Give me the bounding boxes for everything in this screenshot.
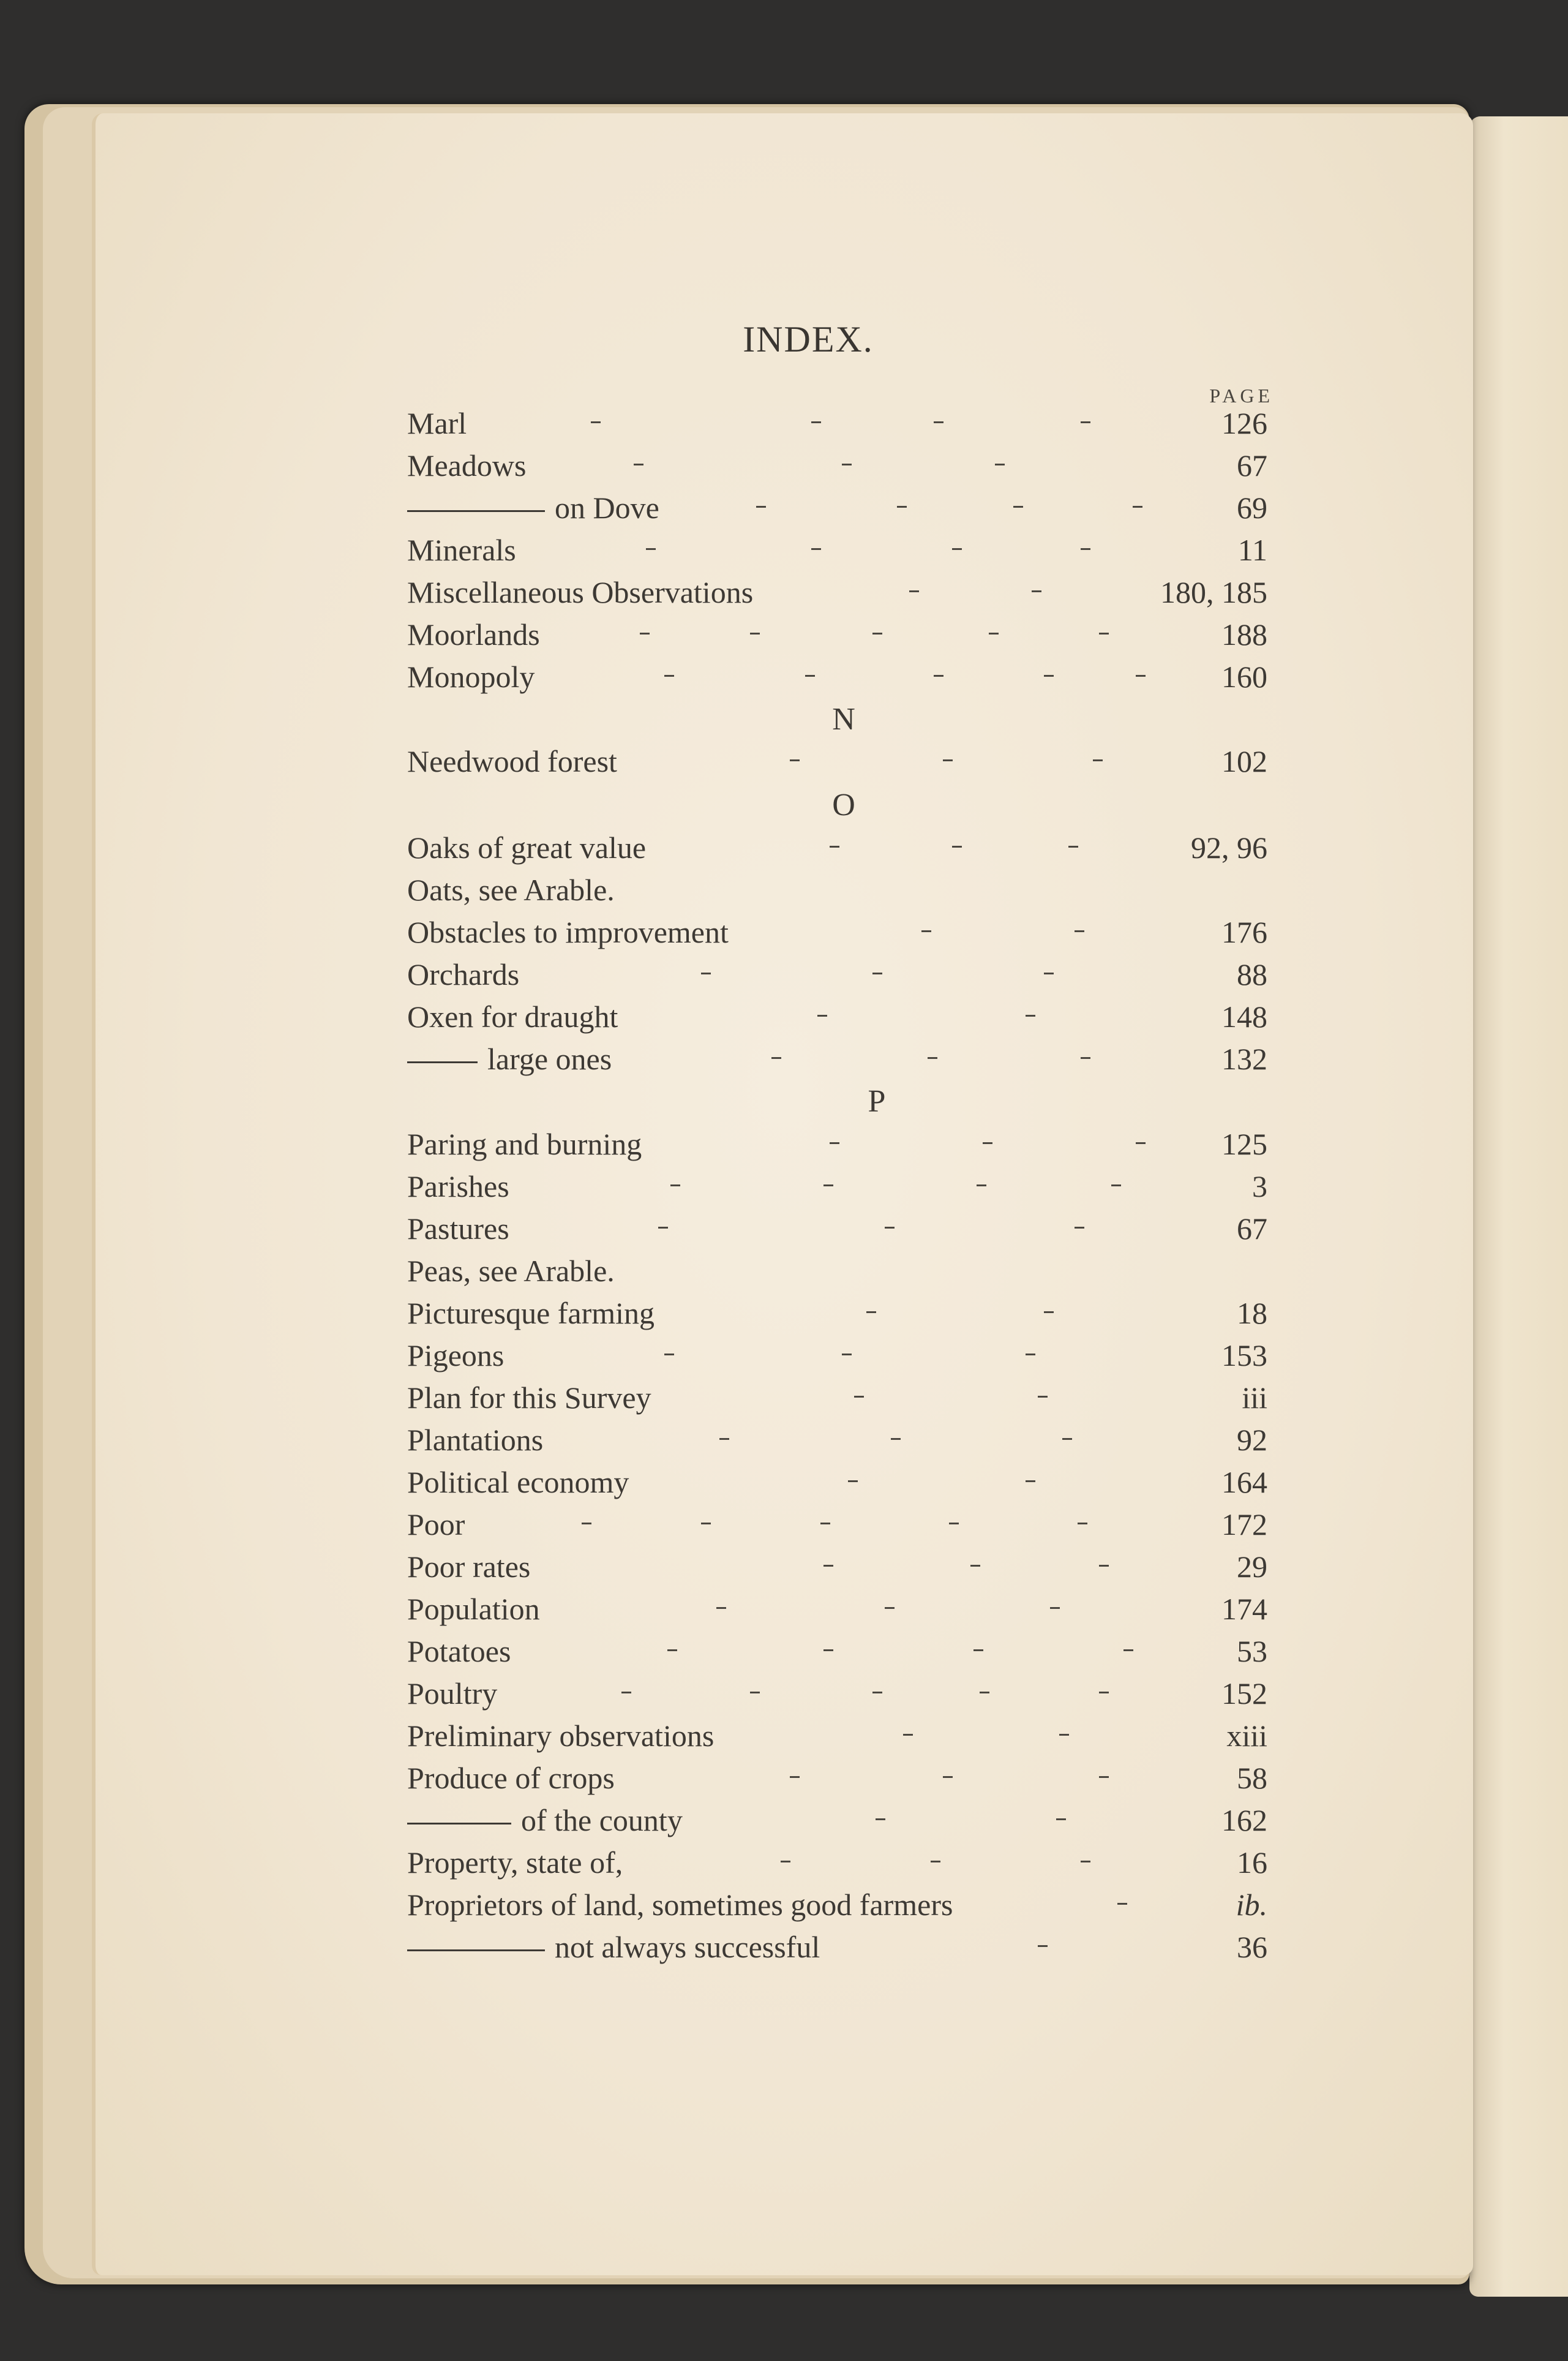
entry-name: Meadows [407,448,527,483]
entry-name: Picturesque farming [407,1296,655,1330]
leader-dash [701,973,711,974]
entry-name: of the county [521,1803,683,1837]
leader-dash [1136,675,1146,677]
entry-page: 164 [1221,1465,1267,1499]
leader-dash [1093,759,1103,761]
entry-page: 11 [1237,533,1267,567]
entry-page: xiii [1226,1719,1267,1753]
index-entry [407,1039,1267,1079]
section-letter: O [832,788,855,823]
leader-dash [1078,1523,1087,1524]
entry-page: 160 [1221,660,1267,694]
section-letter: P [868,1084,886,1119]
leader-dash [949,1523,959,1524]
entry-page: 3 [1252,1169,1267,1203]
index-entry [407,445,1267,486]
leader-dash [1062,1438,1072,1440]
leader-dash [1068,846,1078,848]
leader-dash [1044,973,1054,974]
leader-dash [943,1776,953,1778]
leader-dash [921,930,931,932]
leader-dash [582,1523,591,1524]
leader-dash [771,1057,781,1059]
entry-name: Paring and burning [407,1127,642,1161]
leader-dash [634,464,643,465]
entry-page: 153 [1221,1338,1267,1373]
entry-page: 67 [1237,1211,1267,1246]
leader-dash [1099,633,1109,634]
entry-page: 162 [1221,1803,1267,1837]
index-entry [407,530,1267,570]
entry-name: Miscellaneous Observations [407,575,754,609]
entry-name: Pastures [407,1211,509,1246]
leader-dash [872,1692,882,1693]
entry-page: 29 [1237,1550,1267,1584]
index-entry [407,1715,1267,1756]
leader-dash [591,421,601,423]
entry-page: 132 [1221,1042,1267,1076]
index-entry [407,1251,1267,1291]
index-entry [407,1462,1267,1502]
index-entry [407,614,1267,655]
leader-dash [817,1015,827,1017]
index-entry [407,1293,1267,1333]
entry-name: Produce of crops [407,1761,615,1795]
entry-page: 180, 185 [1160,575,1267,609]
index-entry [407,827,1267,868]
entry-name: Oaks of great value [407,830,647,865]
index-entry [407,1800,1267,1840]
page-column-label: PAGE [1209,385,1274,407]
leader-dash [934,675,943,677]
leader-dash [790,1776,800,1778]
leader-dash [658,1227,668,1229]
leader-dash [830,846,839,848]
leader-dash [640,633,650,634]
leader-dash [830,1142,839,1144]
entry-page: 67 [1237,448,1267,483]
index-entry [407,996,1267,1037]
leader-dash [1123,1649,1133,1651]
leader-dash [823,1649,833,1651]
index-entry [407,954,1267,995]
leader-dash [989,633,999,634]
index-entry [407,403,1267,443]
entry-page: iii [1242,1380,1267,1415]
entry-name: large ones [487,1042,612,1076]
entry-name: Poor [407,1507,465,1542]
leader-dash [1050,1607,1060,1609]
leader-dash [1038,1945,1048,1947]
leader-dash [1026,1015,1035,1017]
index-entry [407,1885,1267,1925]
leader-dash [842,1354,852,1355]
index-entry [407,912,1267,952]
entry-name: Needwood forest [407,744,617,778]
leader-dash [790,759,800,761]
index-entry [407,1504,1267,1545]
leader-dash [646,548,656,550]
entry-page: 172 [1221,1507,1267,1542]
leader-dash [621,1692,631,1693]
leader-dash [750,633,760,634]
ditto-rule [407,510,545,512]
entry-name: Oxen for draught [407,1000,618,1034]
entry-name: Population [407,1592,540,1626]
leader-dash [931,1861,940,1862]
leader-dash [1081,1057,1090,1059]
index-entry [407,488,1267,528]
leader-dash [1099,1565,1109,1567]
page-title: INDEX. [743,319,874,360]
leader-dash [756,506,766,508]
leader-dash [811,548,821,550]
leader-dash [820,1523,830,1524]
leader-dash [781,1861,790,1862]
entry-page: 188 [1221,617,1267,652]
leader-dash [885,1227,895,1229]
leader-dash [897,506,907,508]
entry-name: Potatoes [407,1634,511,1668]
index-entry [407,1208,1267,1249]
entry-name: Political economy [407,1465,629,1499]
entry-name: Property, state of, [407,1845,623,1880]
entry-page: 174 [1221,1592,1267,1626]
leader-dash [1111,1184,1121,1186]
leader-dash [1133,506,1142,508]
leader-dash [928,1057,937,1059]
index-entry [407,1758,1267,1798]
entry-page: 92, 96 [1191,830,1267,865]
entry-page: 148 [1221,1000,1267,1034]
leader-dash [719,1438,729,1440]
entry-name: Minerals [407,533,516,567]
leader-dash [1081,421,1090,423]
leader-dash [872,973,882,974]
entry-name: Plantations [407,1423,544,1457]
leader-dash [1013,506,1023,508]
index-entry [407,1631,1267,1671]
leader-dash [1075,1227,1084,1229]
entry-name: Marl [407,406,467,440]
entry-page: ib. [1236,1888,1267,1922]
index-entry [407,1673,1267,1714]
entry-page: 69 [1237,491,1267,525]
entry-page: 102 [1221,744,1267,778]
leader-dash [1136,1142,1146,1144]
entry-name: Moorlands [407,617,540,652]
leader-dash [891,1438,901,1440]
leader-dash [823,1565,833,1567]
leader-dash [1056,1818,1066,1820]
leader-dash [977,1184,986,1186]
leader-dash [1044,1311,1054,1313]
entry-name: Poultry [407,1676,498,1711]
ditto-rule [407,1061,478,1063]
entry-page: 53 [1237,1634,1267,1668]
leader-dash [934,421,943,423]
leader-dash [1026,1480,1035,1482]
leader-dash [848,1480,858,1482]
leader-dash [903,1734,913,1736]
entry-name: Parishes [407,1169,509,1203]
ditto-rule [407,1823,511,1824]
index-entry [407,572,1267,612]
entry-name: Proprietors of land, sometimes good farmers [407,1888,953,1922]
leader-dash [970,1565,980,1567]
entry-name: Orchards [407,957,520,992]
leader-dash [664,675,674,677]
leader-dash [854,1396,864,1398]
leader-dash [750,1692,760,1693]
leader-dash [943,759,953,761]
index-entry [407,1589,1267,1629]
leader-dash [1099,1692,1109,1693]
leader-dash [983,1142,992,1144]
leader-dash [866,1311,876,1313]
leader-dash [980,1692,989,1693]
index-entry [407,1546,1267,1587]
leader-dash [952,548,962,550]
leader-dash [876,1818,885,1820]
index-entry [407,1335,1267,1376]
leader-dash [716,1607,726,1609]
entry-page: 126 [1221,406,1267,440]
entry-page: 18 [1237,1296,1267,1330]
entry-name: Monopoly [407,660,535,694]
index-entry [407,1377,1267,1418]
leader-dash [811,421,821,423]
entry-page: 92 [1237,1423,1267,1457]
entry-page: 176 [1221,915,1267,949]
entry-page: 125 [1221,1127,1267,1161]
leader-dash [1026,1354,1035,1355]
leader-dash [1081,1861,1090,1862]
leader-dash [667,1649,677,1651]
leader-dash [909,590,919,592]
entry-page: 58 [1237,1761,1267,1795]
leader-dash [1075,930,1084,932]
index-entry [407,1842,1267,1883]
entry-name: Poor rates [407,1550,531,1584]
leader-dash [973,1649,983,1651]
ditto-rule [407,1949,545,1951]
index-entry [407,657,1267,697]
entry-name: Pigeons [407,1338,505,1373]
entry-page: 36 [1237,1930,1267,1964]
leader-dash [1044,675,1054,677]
index-entry [407,1927,1267,1967]
index-entry [407,1420,1267,1460]
leader-dash [664,1354,674,1355]
leader-dash [995,464,1005,465]
leader-dash [670,1184,680,1186]
leader-dash [885,1607,895,1609]
entry-page: 16 [1237,1845,1267,1880]
leader-dash [842,464,852,465]
leader-dash [1032,590,1041,592]
leader-dash [1117,1903,1127,1905]
entry-name: Peas, see Arable. [407,1254,615,1288]
index-entry [407,1124,1267,1164]
leader-dash [1081,548,1090,550]
section-letter: N [832,702,855,737]
leader-dash [1038,1396,1048,1398]
entry-name: on Dove [555,491,659,525]
leader-dash [952,846,962,848]
entry-name: not always successful [555,1930,820,1964]
leader-dash [1099,1776,1109,1778]
leader-dash [701,1523,711,1524]
entry-name: Preliminary observations [407,1719,715,1753]
entry-page: 88 [1237,957,1267,992]
entry-name: Plan for this Survey [407,1380,651,1415]
leader-dash [872,633,882,634]
index-entry [407,1166,1267,1207]
leader-dash [805,675,815,677]
leader-dash [823,1184,833,1186]
entry-page: 152 [1221,1676,1267,1711]
index-entry [407,741,1267,781]
leader-dash [1059,1734,1069,1736]
index-entry [407,870,1267,910]
entry-name: Oats, see Arable. [407,873,615,907]
entry-name: Obstacles to improvement [407,915,729,949]
